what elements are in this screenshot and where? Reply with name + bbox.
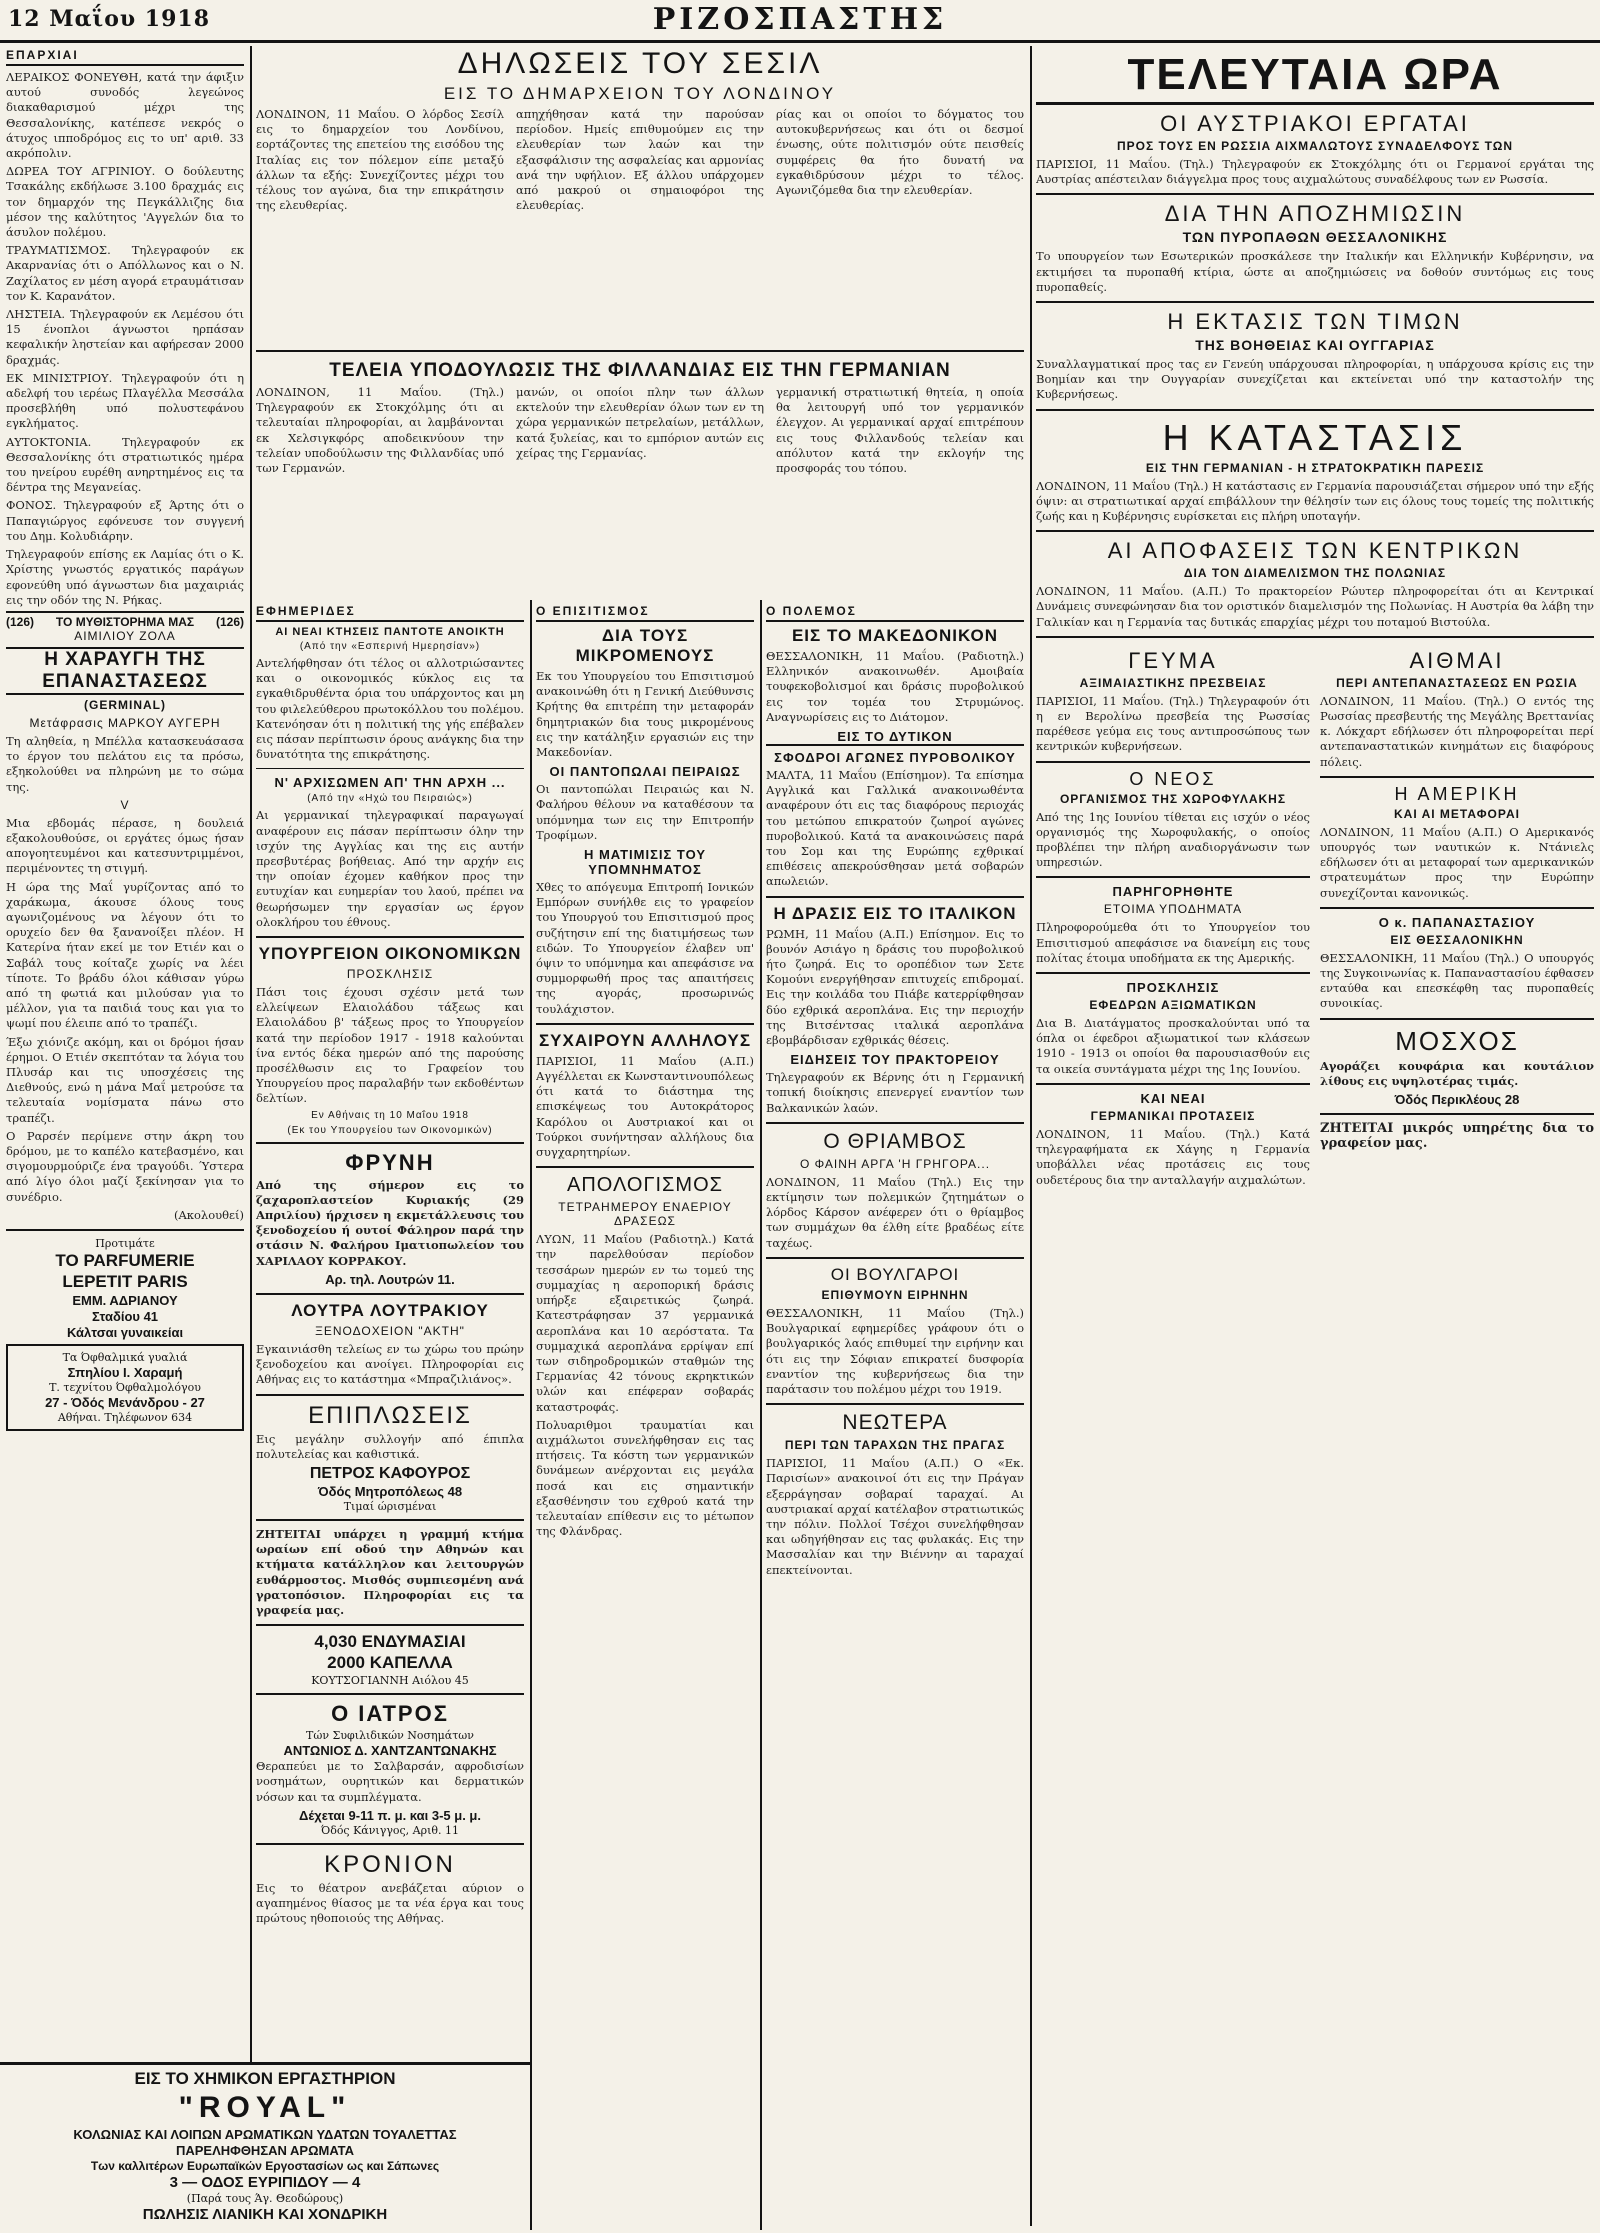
article-text: ΜΑΛΤΑ, 11 Μαΐου (Επίσημον). Τα επίσημα Αγγλικά και Γαλλικά ανακοινωθέντα αναφέρουν ότι εις τας διαφόρους περιοχάς του μετώπου επικρατούν ζωηροί αγώνες πυροβολικού. Κατά τα ανακοινώσεις παρά του Σομ και της Ευρώπης εχθρικαί επιθέσεις απεκρούσθησαν μετά σοβαρών απωλειών. [766, 768, 1024, 889]
article-text: Δια Β. Διατάγματος προσκαλούνται υπό τα όπλα οι έφεδροι αξιωματικοί των κλάσεων 1910 - 1913 οι οποίοι θα παρουσιασθούν εις τα οικεία συντάγματα μέχρι της 1ης Ιουνίου. [1036, 1016, 1310, 1076]
article-headline: ΠΡΟΣΚΛΗΣΙΣ [1126, 980, 1220, 996]
divider [1036, 409, 1594, 411]
ad-name: ΠΕΤΡΟΣ ΚΑΦΟΥΡΟΣ [309, 1464, 471, 1482]
ad-text: ΕΙΣ ΤΟ ΧΗΜΙΚΟΝ ΕΡΓΑΣΤΗΡΙΟΝ [134, 2069, 396, 2088]
headline-teleutaia-ora: ΤΕΛΕΥΤΑΙΑ ΩΡΑ [1036, 52, 1594, 105]
feuilleton-number: (126) [215, 614, 244, 629]
ad-optician [6, 1344, 244, 1431]
divider [256, 936, 524, 938]
article-text: ΛΟΝΔΙΝΟΝ, 11 Μαΐου. (Τηλ.) Ο εντός της Ρωσσίας πρεσβευτής της Μεγάλης Βρεττανίας κ. Λόκχαρτ εδήλωσεν ότι πληροφορείται περί αντεπαναστατικών κινημάτων εις διαφόρους πόλεις. [1320, 693, 1594, 769]
divider [766, 896, 1024, 898]
ad-address: 3 — ΟΔΟΣ ΕΥΡΙΠΙΔΟΥ — 4 [169, 2174, 361, 2191]
divider [1036, 636, 1594, 638]
article-headline: ΟΙ ΒΟΥΛΓΑΡΟΙ [830, 1264, 960, 1284]
divider [766, 1257, 1024, 1259]
article-text: Τηλεγραφούν εκ Βέρνης ότι η Γερμανική τοπική διοίκησις επενεργεί εναντίον των Βαλκανικών λαών. [766, 1070, 1024, 1115]
ad-text: Αθήναι. Τηλέφωνον 634 [57, 1411, 193, 1424]
article-source: (Από την «Εσπερινή Ημερησίαν») [299, 641, 481, 652]
divider [1320, 776, 1594, 778]
article-subheadline: ΑΞΙΜΑΙΑΣΤΙΚΗΣ ΠΡΕΣΒΕΙΑΣ [1079, 675, 1267, 690]
ad-text: Προτιμάτε [95, 1237, 155, 1250]
divider [1036, 761, 1310, 763]
article-headline: ΕΙΣ ΤΟ ΔΥΤΙΚΟΝ [766, 729, 1024, 746]
divider [256, 1624, 524, 1626]
feuilleton-text: Μια εβδομάς πέρασε, η δουλειά εξακολουθούσε, οι εργάτες όμως ήσαν απογοητευμένοι και κατεσυντριμμένοι, περιμένοντες τη στιγμή. [6, 815, 244, 876]
article-subheadline: ΕΠΙΘΥΜΟΥΝ ΕΙΡΗΝΗΝ [821, 1287, 969, 1302]
article-headline: Η ΔΡΑΣΙΣ ΕΙΣ ΤΟ ΙΤΑΛΙΚΟΝ [773, 903, 1017, 923]
article-text: Χθες το απόγευμα Επιτροπή Ιονικών Εμπόρων συνήλθε εις το γραφείον του Υπουργού του Επισιτισμού προς συζήτησιν επί της διατιμήσεως των ειδών. Το Υπουργείον έλαβεν υπ' όψιν το υπόμνημα και απεφάσισε να συμμορφωθή προς τας απαιτήσεις της αγοράς, προσωρινώς τουλάχιστον. [536, 880, 754, 1016]
feuilleton-title: Η ΧΑΡΑΥΓΗ ΤΗΣ ΕΠΑΝΑΣΤΑΣΕΩΣ [6, 647, 244, 695]
divider [256, 1142, 524, 1144]
article-subheadline: ΕΙΣ ΘΕΣΣΑΛΟΝΙΚΗΝ [1390, 932, 1524, 947]
article-headline: ΕΙΣ ΤΟ ΜΑΚΕΔΟΝΙΚΟΝ [791, 626, 999, 645]
article-headline: Ν' ΑΡΧΙΣΩΜΕΝ ΑΠ' ΤΗΝ ΑΡΧΗ ... [274, 775, 506, 791]
ad-headline: Ο ΙΑΤΡΟΣ [331, 1701, 449, 1727]
article-text: Το υπουργείον των Εσωτερικών προσκάλεσε την Ιταλικήν και Ελληνικήν Κυβέρνησιν, να εκτιμήσει τα πυροπαθή κτίρια, ώστε αι αποζημιώσεις να δοθούν συντόμως εις τους πυροπαθείς. [1036, 249, 1594, 294]
article-subheadline: ΕΤΟΙΜΑ ΥΠΟΔΗΜΑΤΑ [1103, 902, 1243, 917]
ad-text: Των καλλιτέρων Ευρωπαϊκών Εργοστασίων ως και Σάπωνες [90, 2159, 440, 2173]
divider [1036, 530, 1594, 532]
article-text: ΠΑΡΙΣΙΟΙ, 11 Μαΐου (Α.Π.) Ο «Εκ. Παρισίων» ανακοινοί ότι εις την Πράγαν εξερράγησαν σοβαραί ταραχαί. Αι αυστριακαί αρχαί κατέλαβον στρατιωτικώς την πόλιν. Πολλοί Τσέχοι συνελήφθησαν και ωδηγήθησαν εις τας φυλακάς. Εις την Μασσαλίαν και την Βιέννην αι ταραχαί επεκτείνονται. [766, 1456, 1024, 1577]
divider [6, 1229, 244, 1231]
notice-date: Εν Αθήναις τη 10 Μαΐου 1918 [311, 1109, 469, 1121]
article-cecil [256, 46, 1024, 346]
article-text: Από της 1ης Ιουνίου τίθεται εις ισχύν ο νέος οργανισμός της Χωροφυλακής, ο οποίος προβλέπει την πλήρη αναδιοργάνωσιν των υπηρεσιών. [1036, 809, 1310, 870]
feuilleton-number: (126) [6, 614, 35, 629]
column-rule [760, 600, 762, 2230]
ad-text: Κάλτσαι γυναικείαι [66, 1325, 184, 1340]
article-text: Πληροφορούμεθα ότι το Υπουργείον του Επισιτισμού απεφάσισε να διανείμη εις τους πολίτας έτοιμα υποδήματα εκ της Αμερικής. [1036, 920, 1310, 965]
column-rule [250, 46, 252, 2226]
chapter-number: V [120, 797, 130, 812]
divider [256, 1693, 524, 1695]
article-text: απηχήθησαν κατά την παρούσαν περίοδον. Ημείς επιθυμούμεν εις την ελευθερίαν των λαών και την εξασφάλισιν της ασφαλείας και αρμονίας ανά την υφήλιον. Εξ άλλου υπάρχομεν από μακρού οι σημαιοφόροι της ελευθερίας. [516, 107, 764, 213]
article-text: ΠΑΡΙΣΙΟΙ, 11 Μαΐου. (Τηλ.) Τηλεγραφούν ότι η εν Βερολίνω πρεσβεία της Ρωσσίας παρέθεσε γεύμα εις τους αντιπροσώπους των κεντρικών κυβερνήσεων. [1036, 693, 1310, 754]
divider [1036, 193, 1594, 195]
divider [1320, 1113, 1594, 1115]
ad-text: ΠΩΛΗΣΙΣ ΛΙΑΝΙΚΗ ΚΑΙ ΧΟΝΔΡΙΚΗ [142, 2206, 388, 2223]
article-subheadline: ΔΙΑ ΤΟΝ ΔΙΑΜΕΛΙΣΜΟΝ ΤΗΣ ΠΟΛΩΝΙΑΣ [1183, 566, 1447, 581]
article-text: μανών, οι οποίοι πλην των άλλων εκτελούν την ελευθερίαν όλων των εν τη χώρα γερμανικών πετρελαίων, μετάλλων, κατά ξυλείας, και το εμπόριον αυτών εις χείρας της Γερμανίας. [516, 385, 764, 460]
column-eparchiai [6, 46, 244, 2226]
headline-kronion: ΚΡΟΝΙΟΝ [324, 1850, 456, 1878]
ad-headline: ΛΟΥΤΡΑ ΛΟΥΤΡΑΚΙΟΥ [291, 1300, 489, 1320]
divider [536, 1166, 754, 1168]
column-episitismos [536, 602, 754, 2226]
feuilleton-text: Ο Ραρσέν περίμενε στην άκρη του δρόμου, με το καπέλο κατεβασμένο, και σιγομουρμούριζε ένα τραγούδι. Ύστερα από λίγο όλοι μαζί ξεκίνησαν για το συνέδριο. [6, 1128, 244, 1204]
article-text: ΛΟΝΔΙΝΟΝ, 11 Μαΐου. (Τηλ.) Κατά τηλεγραφήματα εκ Χάγης η Γερμανία υποβάλλει νέας προτάσεις εις τους ουδετέρους δια την ανταλλαγήν αιχμαλώτων. [1036, 1126, 1310, 1187]
ad-headline: ΕΠΙΠΛΩΣΕΙΣ [308, 1401, 472, 1429]
notice-subheadline: ΠΡΟΣΚΛΗΣΙΣ [346, 967, 434, 982]
headline-finland: ΤΕΛΕΙΑ ΥΠΟΔΟΥΛΩΣΙΣ ΤΗΣ ΦΙΛΛΑΝΔΙΑΣ ΕΙΣ ΤΗΝ ΓΕΡΜΑΝΙΑΝ [329, 360, 951, 381]
news-item: ΤΡΑΥΜΑΤΙΣΜΟΣ. Τηλεγραφούν εκ Ακαρνανίας ότι ο Απόλλωνος και ο Ν. Ζαχίλατος εν μέση αγορά ετραυμάτισαν τον Κ. Καρανάτον. [6, 243, 244, 303]
masthead [0, 0, 1600, 43]
ad-text: Από της σήμερον εις το ζαχαροπλαστείον Κυριακής (29 Απριλίου) ήρχισεν η εκμετάλλευσις του ξενοδοχείου ή ουτοί Φάληρον παρά την στάσιν Ν. Φαλήρου Ιματιοπωλείον του ΧΑΡΙΛΑΟΥ ΚΟΡΡΑΚΟΥ. [256, 1177, 524, 1268]
ad-parfumerie [6, 1237, 244, 1340]
column-teleutaia-ora [1036, 46, 1594, 2226]
ad-text: Δέχεται 9-11 π. μ. και 3-5 μ. μ. [299, 1807, 481, 1823]
ad-text: 27 - Όδός Μενάνδρου - 27 [45, 1395, 205, 1410]
ad-address: Όδός Περικλέους 28 [1394, 1092, 1520, 1108]
article-subheadline: ΓΕΡΜΑΝΙΚΑΙ ΠΡΟΤΑΣΕΙΣ [1090, 1108, 1256, 1123]
article-text: ΘΕΣΣΑΛΟΝΙΚΗ, 11 Μαΐου (Τηλ.) Ο υπουργός της Συγκοινωνίας κ. Παπαναστασίου έφθασεν ενταύθα και επεσκέφθη τας πυροπαθείς συνοικίας. [1320, 950, 1594, 1011]
divider [1036, 301, 1594, 303]
article-headline: ΓΕΥΜΑ [1128, 647, 1218, 673]
newspaper-title: ΡΙΖΟΣΠΑΣΤΗΣ [652, 2, 948, 37]
article-headline: ΑΠΟΛΟΓΙΣΜΟΣ [567, 1174, 723, 1197]
ad-subheadline: ΞΕΝΟΔΟΧΕΙΟΝ "ΑΚΤΗ" [315, 1323, 465, 1338]
divider [256, 1394, 524, 1396]
ad-text: ΠΑΡΕΛΗΦΘΗΣΑΝ ΑΡΩΜΑΤΑ [175, 2143, 355, 2158]
issue-date: 12 Μαΐου 1918 [8, 6, 211, 32]
ad-text: ΤΟ PARFUMERIE [55, 1251, 195, 1270]
divider [1036, 1083, 1310, 1085]
article-columns [256, 385, 1024, 479]
article-text: Εις το θέατρον ανεβάζεται αύριον ο αγαπημένος θίασος με τα νέα έργα και τους πρώτους ηθοποιούς της Αθήνας. [256, 1880, 524, 1926]
article-headline: Ο κ. ΠΑΠΑΝΑΣΤΑΣΙΟΥ [1378, 914, 1536, 930]
article-subheadline: ΣΦΟΔΡΟΙ ΑΓΩΝΕΣ ΠΥΡΟΒΟΛΙΚΟΥ [774, 750, 1016, 766]
divider [1036, 876, 1310, 878]
divider [766, 1403, 1024, 1405]
ad-text: ΚΟΥΤΣΟΓΙΑΝΝΗ Αιόλου 45 [311, 1674, 469, 1688]
ad-brand: "ROYAL" [178, 2091, 352, 2124]
feuilleton-translator: Μετάφρασις ΜΑΡΚΟΥ ΑΥΓΕΡΗ [29, 715, 221, 730]
subheadline-cecil: ΕΙΣ ΤΟ ΔΗΜΑΡΧΕΙΟΝ ΤΟΥ ΛΟΝΔΙΝΟΥ [443, 84, 837, 103]
article-subheadline: ΠΕΡΙ ΑΝΤΕΠΑΝΑΣΤΑΣΕΩΣ ΕΝ ΡΩΣΙΑ [1336, 675, 1578, 690]
article-text: ΡΩΜΗ, 11 Μαΐου (Α.Π.) Επίσημον. Εις το βουνόν Ασιάγο η δράσις του πυροβολικού ήτο ζωηρά. Εις το οροπέδιον των Σετε Κομούνι ενεργήθησαν επιτυχείς επιδρομαί. Εις την κοιλάδα του Πιάβε κατερρίφθησαν δύο εχθρικά αεροπλάνα. Εις την περιοχήν της Βιτσέντσας ιταλικά αεροπλάνα εβομβάρδισαν εχθρικάς θέσεις. [766, 926, 1024, 1048]
article-text: γερμανική στρατιωτική θητεία, η οποία θα λειτουργή υπό τον γερμανικόν έλεγχον. Αι γερμανικαί αρχαί επιτρέπουν εις τους Φιλλανδούς τελείαν και απόλυτον κατά την εκλογήν της προσφοράς του τόπου. [776, 385, 1024, 476]
feuilleton-label: ΤΟ ΜΥΘΙΣΤΟΡΗΜΑ ΜΑΣ [55, 614, 195, 629]
ad-address: Όδός Κάνιγγος, Αριθ. 11 [321, 1823, 459, 1837]
article-columns [256, 107, 1024, 216]
article-text: Αι γερμανικαί τηλεγραφικαί παραγωγαί αναφέρουν εις πάσαν περίπτωσιν όλην την ισχύν της Αγγλίας και της εις αυτήν πρεσβυτέρας βοήθειας. Από την αρχήν εις την οποίαν έχομεν καθήκον προς την ευτυχίαν και ευημερίαν του λαού, πρέπει να θεωρήσωμεν την εργασίαν ως έργον ολοκλήρου του έθνους. [256, 808, 524, 929]
ad-text: 4,030 ΕΝΔΥΜΑΣΙΑΙ [314, 1632, 466, 1652]
article-text: ΠΑΡΙΣΙΟΙ, 11 Μαΐου (Α.Π.) Αγγέλλεται εκ Κωνσταντινουπόλεως ότι κατά το διάστημα της επισκέψεως του Αυτοκράτορος Καρόλου οι Αυστριακοί και οι Τούρκοι συνήντησαν αλλήλους δια συγχαρητηρίων. [536, 1053, 754, 1160]
article-text: ΛΟΝΔΙΝΟΝ, 11 Μαΐου (Τηλ.) Η κατάστασις εν Γερμανία παρουσιάζεται σήμερον υπό την εξής όψιν: αι στρατιωτικαί αρχαί επιβάλλουν την θέλησίν των εις όλους τους τομείς της πολιτικής ζωής και η Κυβέρνησις ευρίσκεται εις πλήρη υποταγήν. [1036, 478, 1594, 524]
news-item: ΔΩΡΕΑ ΤΟΥ ΑΓΡΙΝΙΟΥ. Ο δούλευτης Τσακάλης εκδήλωσε 3.100 δραχμάς εις τον δημαρχόν της Πεγκάλλιζης δια μέσον της καλύτητος 'Αγγελών δια το άσυλον πολέμου. [6, 164, 244, 240]
notice-text: Πάσι τοις έχουσι σχέσιν μετά των ελλείψεων Ελαιολάδου τάξεως και Ελαιολάδου β' τάξεως προς το Υπουργείον κατά την περίοδον 1917 - 1918 καλούνται ίνα εντός δέκα ημερών από της παρούσης προσέλθωσιν εις το Γραφείον του Υπουργείου προς παραλαβήν των εκδοθέντων δελτίων. [256, 985, 524, 1106]
divider [1320, 1018, 1594, 1020]
article-text: ΠΑΡΙΣΙΟΙ, 11 Μαΐου. (Τηλ.) Τηλεγραφούν εκ Στοκχόλμης ότι οι Γερμανοί εργάται της Αυστρίας απέστειλαν διάγγελμα προς τους αιχμαλώτους συναδέλφους των εν Ρωσσία. [1036, 157, 1594, 187]
article-headline: ΑΙ ΝΕΑΙ ΚΤΗΣΕΙΣ ΠΑΝΤΟΤΕ ΑΝΟΙΚΤΗ [275, 626, 505, 638]
column-press [256, 602, 524, 2226]
article-headline: ΔΙΑ ΤΗΝ ΑΠΟΖΗΜΙΩΣΙΝ [1164, 201, 1466, 227]
article-headline: ΑΙΘΜΑΙ [1409, 647, 1505, 673]
article-columns [1036, 644, 1594, 1191]
ad-text: Εγκαινιάσθη τελείως εν τω χώρω του πρώην ξενοδοχείου και ανοίγει. Πληροφορίαι εις Αθήνας εις το κατάστημα «Μπραζιλιάνος». [256, 1341, 524, 1387]
feuilleton-text: Η ώρα της Μαΐ γυρίζοντας από το χαράκωμα, άκουσε όλους τους αγωνιζομένους να λέγουν ότι το ορυχείο δεν θα ξανανοίξει πλέον. Η Κατερίνα ήταν εκεί με τον Ετιέν και ο Σαβάλ τους κοίταζε χωρίς να λέει τίποτε. Το βράδυ όλοι κάθισαν γύρω από τη φωτιά και μιλούσαν για το μέλλον, για τα παιδιά τους και για το ψωμί που έλειπε από το τραπέζι. [6, 879, 244, 1031]
ad-text: Θεραπεύει με το Σαλβαρσάν, αφροδισίων νοσημάτων, ουρητικών και δερματικών νόσων και τα συμπλέγματα. [256, 1759, 524, 1804]
article-text: ΛΟΝΔΙΝΟΝ, 11 Μαΐου. (Α.Π.) Το πρακτορείον Ρώυτερ πληροφορείται ότι αι Κεντρικαί Δυνάμεις συνεφώνησαν δια τον οριστικόν διαμελισμόν της Πολωνίας. Η Αυστρία θα λάβη την Γαλικίαν και η Γερμανία τας δυτικάς επαρχίας μέχρι του ποταμού Βιστούλα. [1036, 584, 1594, 629]
article-headline: ΝΕΩΤΕΡΑ [842, 1411, 948, 1435]
ad-text: Τιμαί ώρισμέναι [343, 1499, 437, 1513]
news-item: ΦΟΝΟΣ. Τηλεγραφούν εξ Άρτης ότι ο Παπαγιώργος εφόνευσε τον συγγενή του Δημ. Κολυδιάρην. [6, 498, 244, 543]
notice-source: (Εκ του Υπουργείου των Οικονομικών) [287, 1124, 493, 1136]
ad-royal [0, 2062, 530, 2233]
article-subheadline: ΤΕΤΡΑΗΜΕΡΟΥ ΕΝΑΕΡΙΟΥ ΔΡΑΣΕΩΣ [558, 1200, 732, 1229]
article-text: Πολυαριθμοι τραυματίαι και αιχμάλωτοι συνελήφθησαν εις τας πτήσεις. Τα κόστη των γερμανικών δυνάμεων ανέρχονται εις μεγάλα ποσά και εις σημαντικήν εξασθένησιν του εχθρού κατά την τελευταίαν επίθεσιν εις το μέτωπον της Φλάνδρας. [536, 1417, 754, 1539]
divider [256, 1519, 524, 1521]
divider [536, 1023, 754, 1025]
news-item: ΑΥΤΟΚΤΟΝΙΑ. Τηλεγραφούν εκ Θεσσαλονίκης ότι στρατιωτικός ημέρα του ηνείρου ευρέθη ανηρτημένος εις τα δέντρα της Μεγανείας. [6, 434, 244, 495]
ad-text: Τ. τεχνίτου Όφθαλμολόγου [49, 1381, 201, 1394]
feuilleton-author: ΑΙΜΙΛΙΟΥ ΖΟΛΑ [74, 628, 176, 643]
ad-text: Τών Συφιλιδικών Νοσημάτων [306, 1729, 474, 1743]
news-item: ΛΗΣΤΕΙΑ. Τηλεγραφούν εκ Λεμέσου ότι 15 ένοπλοι άγνωστοι ηρπάσαν κεφαλικήν ληστείαν και αφήρεσαν 2000 δραχμάς. [6, 307, 244, 367]
feuilleton-bar [6, 611, 244, 629]
article-headline: Ο ΘΡΙΑΜΒΟΣ [823, 1129, 967, 1153]
article-text: ΛΥΩΝ, 11 Μαΐου (Ραδιοτηλ.) Κατά την παρελθούσαν περίοδον τεσσάρων ημερών εν τω τομεύ της συμμαχίας η αεροπορική δράσις υπήρξε εξαιρετικώς ζωηρά. Κατεστράφησαν 37 γερμανικά αεροπλάνα και 10 αερόστατα. Τα συμμαχικά αεροπλάνα ερρίψαν επί των σιδηροδρομικών σταθμών της Γερμανίας 42 τόνους εκρηκτικών υλών και επέφεραν σοβαράς καταστροφάς. [536, 1232, 754, 1414]
ad-text: ΖΗΤΕΙΤΑΙ υπάρχει η γραμμή κτήμα ωραίων επί οδού την Αθηνών και κτήματα κατάλληλον και λειτουργών ευθάρμοστος. Μισθός συμπιεσμένη ανά γρατοπόσιον. Πληροφορίαι εις τα γραφεία μας. [256, 1526, 524, 1617]
article-text: ρίας και οι οποίοι το δόγματος του αυτοκυβερνήσεως και ότι οι δεσμοί ένωσης, ούτε πολιτισμόν ούτε πεισθείς συμφέρεις θα ήτο δυνατή να εγκαθιδρύσουν μέχρι το τέλος. Αγωνιζόμεθα δια την ελευθερίαν. [776, 107, 1024, 198]
article-subheadline: ΠΕΡΙ ΤΩΝ ΤΑΡΑΧΩΝ ΤΗΣ ΠΡΑΓΑΣ [784, 1438, 1006, 1453]
section-polemos: Ο ΠΟΛΕΜΟΣ [766, 604, 1024, 622]
article-text: ΘΕΣΣΑΛΟΝΙΚΗ, 11 Μαΐου. (Ραδιοτηλ.) Ελληνικόν ανακοινωθέν. Αμοιβαία τουφεκοβολισμοί και δράσις πυροβολικού εις τον τομέα του Στρυμώνος. Αναγνωρίσεις εις το Διάτομον. [766, 649, 1024, 724]
feuilleton-continues: (Ακολουθεί) [174, 1207, 244, 1222]
section-efimerides: ΕΦΗΜΕΡΙΔΕΣ [256, 604, 524, 622]
column-rule [1030, 46, 1032, 2226]
section-eparchiai: ΕΠΑΡΧΙΑΙ [6, 48, 244, 66]
article-subheadline: ΤΗΣ ΒΟΗΘΕΙΑΣ ΚΑΙ ΟΥΓΓΑΡΙΑΣ [1195, 337, 1435, 354]
article-text: Αντελήφθησαν ότι τέλος οι αλλοτριώσαντες και ο οικονομικός κύκλος εις τα εγκαθιδρυθέντα όρια του υπάρχοντος και μη του φιλελεύθερου πρωτοκόλλου του πολέμου. Κατενόησαν ότι η πολιτική της γής επέβαλεν εις πάσαν περίπτωσιν όρους ανάγκης δια την δυνατότητα της επικράτησης. [256, 656, 524, 762]
ad-text: Αρ. τηλ. Λουτρών 11. [325, 1271, 455, 1287]
ad-text: ΖΗΤΕΙΤΑΙ μικρός υπηρέτης δια το γραφείον μας. [1320, 1121, 1594, 1152]
article-text: ΛΟΝΔΙΝΟΝ, 11 Μαΐου (Τηλ.) Εις την εκτίμησιν των πολεμικών ζητημάτων ο λόρδος Κάρσον ανέφερεν ότι ο θρίαμβος των συμμάχων θα έλθη είτε βραδέως είτε ταχέως. [766, 1174, 1024, 1250]
news-item: ΛΕΡΑΙΚΟΣ ΦΟΝΕΥΘΗ, κατά την άφιξιν αυτού συνοδός λεγεώνος διακαθαρισμού μέχρι της Θεσσαλονίκης, κατέπεσε νεκρός ο άτυχος ιπποδρόμος εις το υπ' αριθ. 33 ακρόπολιν. [6, 70, 244, 161]
article-headline: ΟΙ ΑΥΣΤΡΙΑΚΟΙ ΕΡΓΑΤΑΙ [1160, 111, 1470, 136]
divider [256, 1293, 524, 1295]
article-subheadline: ΤΩΝ ΠΥΡΟΠΑΘΩΝ ΘΕΣΣΑΛΟΝΙΚΗΣ [1182, 229, 1448, 246]
ad-text: Σταδίου 41 [91, 1309, 159, 1324]
article-headline: ΔΙΑ ΤΟΥΣ ΜΙΚΡΟΜΕΝΟΥΣ [575, 626, 715, 665]
news-item: ΕΚ ΜΙΝΙΣΤΡΙΟΥ. Τηλεγραφούν ότι η αδελφή του ιερέως Πλαγέλλα Μεσσάλα προσεβλήθη υπό πολυστεφάνου εγκλήματος. [6, 370, 244, 431]
article-text: ΘΕΣΣΑΛΟΝΙΚΗ, 11 Μαΐου (Τηλ.) Βουλγαρικαί εφημερίδες γράφουν ότι ο βουλγαρικός λαός επιθυμεί την ειρήνην και ότι εις την Σόφιαν επικρατεί δυσφορία εναντίον της κυβερνήσεως δια την παράτασιν του πολέμου μέχρι του 1919. [766, 1305, 1024, 1396]
article-text: ΛΟΝΔΙΝΟΝ, 11 Μαΐου (Α.Π.) Ο Αμερικανός υπουργός των ναυτικών κ. Ντάνιελς εδήλωσεν ότι αι μεταφοραί των αμερικανικών στρατευμάτων προς την Ευρώπην συνεχίζονται κανονικώς. [1320, 824, 1594, 900]
article-subheadline: ΟΡΓΑΝΙΣΜΟΣ ΤΗΣ ΧΩΡΟΦΥΛΑΚΗΣ [1059, 791, 1287, 806]
article-headline: ΚΑΙ ΝΕΑΙ [1140, 1090, 1206, 1106]
article-headline: Η ΑΜΕΡΙΚΗ [1394, 783, 1520, 804]
ad-text: 2000 ΚΑΠΕΛΛΑ [327, 1653, 453, 1673]
article-subheadline: ΕΦΕΔΡΩΝ ΑΞΙΩΜΑΤΙΚΩΝ [1089, 998, 1257, 1013]
headline-cecil: ΔΗΛΩΣΕΙΣ ΤΟΥ ΣΕΣΙΛ [457, 47, 823, 80]
ad-address: Όδός Μητροπόλεως 48 [317, 1483, 463, 1499]
article-subheadline: ΕΙΣ ΤΗΝ ΓΕΡΜΑΝΙΑΝ - Η ΣΤΡΑΤΟΚΡΑΤΙΚΗ ΠΑΡΕΣΙΣ [1145, 460, 1485, 475]
news-item: Τηλεγραφούν επίσης εκ Λαμίας ότι ο Κ. Χρίστης γνωστός εργατικός παράγων εφονεύθη υπό άγνωστων δια μαχαιριάς εις την οδόν της Ν. Ρήκας. [6, 547, 244, 607]
ad-text: (Παρά τους Άγ. Θεοδώρους) [186, 2192, 344, 2205]
ad-text: ΕΜΜ. ΑΔΡΙΑΝΟΥ [72, 1293, 178, 1308]
divider [256, 768, 524, 769]
article-headline: ΟΙ ΠΑΝΤΟΠΩΛΑΙ ΠΕΙΡΑΙΩΣ [549, 764, 741, 780]
article-subheadline: ΚΑΙ ΑΙ ΜΕΤΑΦΟΡΑΙ [1394, 806, 1520, 821]
divider [1320, 907, 1594, 909]
feuilleton-text: Έξω χιόνιζε ακόμη, και οι δρόμοι ήσαν έρημοι. Ο Ετιέν σκεπτόταν τα λόγια του Πλυσάρ και τις υποσχέσεις της Διεθνούς, ενώ η μάνα Μαΐ μετρούσε τα τελευταία νομίσματα πάνω στο τραπέζι. [6, 1034, 244, 1125]
divider [766, 1122, 1024, 1124]
article-text: Εκ του Υπουργείου του Επισιτισμού ανακοινώθη ότι η Γενική Διεύθυνσις Κρήτης θα επιτρέπη την μεταφοράν δημητριακών δια τους μικρομένους εις την κατάληξιν εργασιών εις την Μακεδονίαν. [536, 669, 754, 760]
article-headline: ΑΙ ΑΠΟΦΑΣΕΙΣ ΤΩΝ ΚΕΝΤΡΙΚΩΝ [1107, 538, 1523, 564]
ad-name: ΑΝΤΩΝΙΟΣ Δ. ΧΑΝΤΖΑΝΤΩΝΑΚΗΣ [283, 1743, 497, 1759]
feuilleton-text: Τη αληθεία, η Μπέλλα κατασκευάσασα το έργον του πελάτου εις τα πρόσω, εξηκολούθει να πληρώνη με το σώμα της. [6, 733, 244, 794]
ad-headline: ΦΡΥΝΗ [345, 1149, 435, 1175]
divider [1036, 972, 1310, 974]
ad-text: Εις μεγάλην συλλογήν από έπιπλα πολυτελείας και καθιστικά. [256, 1431, 524, 1461]
article-source: (Από την «Ηχώ του Πειραιώς») [307, 793, 473, 805]
article-text: ΛΟΝΔΙΝΟΝ, 11 Μαΐου. Ο λόρδος Σεσίλ εις το δημαρχείον του Λονδίνου, εορτάζοντες της επετείου της εισόδου της Ιταλίας εις τον πόλεμον είπε μεταξύ άλλων τα εξής: Συνεχίζοντες μέχρι του τέλους τον αγώνα, δια την επικράτησιν της ελευθερίας. [256, 107, 504, 213]
column-polemos [766, 602, 1024, 2226]
article-text: ΛΟΝΔΙΝΟΝ, 11 Μαΐου. (Τηλ.) Τηλεγραφούν εκ Στοκχόλμης ότι αι τελευταίαι πληροφορίαι, αι λαμβάνονται εκ Χελσιγκφόρς αποδεικνύουν την τελείαν υποδούλωσιν της Φιλλανδίας υπό των Γερμανών. [256, 385, 504, 476]
feuilleton-original-title: (GERMINAL) [84, 697, 166, 712]
notice-headline: ΥΠΟΥΡΓΕΙΟΝ ΟΙΚΟΝΟΜΙΚΩΝ [258, 944, 522, 964]
article-finland [256, 350, 1024, 598]
ad-headline: ΜΟΣΧΟΣ [1395, 1025, 1519, 1056]
article-headline: ΣΥΧΑΙΡΟΥΝ ΑΛΛΗΛΟΥΣ [538, 1030, 752, 1050]
article-text: Συναλλαγματικαί προς τας εν Γενεύη υπάρχουσαι πληροφορίαι, η υπάρχουσα κρίσις εις την Βοημίαν και την Ουγγαρίαν συνεχίζεται και εκτείνεται υπό την καταστολήν της Κυβερνήσεως. [1036, 357, 1594, 402]
article-headline: Ο ΝΕΟΣ [1129, 768, 1217, 789]
article-headline: Η ΕΚΤΑΣΙΣ ΤΩΝ ΤΙΜΩΝ [1167, 309, 1463, 335]
article-subheadline: ΠΡΟΣ ΤΟΥΣ ΕΝ ΡΩΣΣΙΑ ΑΙΧΜΑΛΩΤΟΥΣ ΣΥΝΑΔΕΛΦΟΥΣ ΤΩΝ [1116, 139, 1513, 153]
article-headline: Η ΜΑΤΙΜΙΣΙΣ ΤΟΥ ΥΠΟΜΝΗΜΑΤΟΣ [583, 847, 707, 878]
ad-text: Αγοράζει κουφάρια και κουτάλιον λίθους εις υψηλοτέρας τιμάς. [1320, 1058, 1594, 1088]
article-headline: ΠΑΡΗΓΟΡΗΘΗΤΕ [1112, 884, 1234, 900]
ad-text: LEPETIT PARIS [62, 1272, 188, 1291]
divider [256, 1843, 524, 1845]
ad-text: Τα Όφθαλμικά γυαλιά [62, 1351, 188, 1364]
ad-text: ΚΟΛΩΝΙΑΣ ΚΑΙ ΛΟΙΠΩΝ ΑΡΩΜΑΤΙΚΩΝ ΥΔΑΤΩΝ ΤΟΥΑΛΕΤΤΑΣ [73, 2127, 457, 2142]
article-subheadline: Ο ΦΑΙΝΗ ΑΡΓΑ 'Η ΓΡΗΓΟΡΑ... [799, 1156, 991, 1171]
article-headline: ΕΙΔΗΣΕΙΣ ΤΟΥ ΠΡΑΚΤΟΡΕΙΟΥ [790, 1052, 1000, 1068]
ad-text: Σπηλίου Ι. Χαραμή [67, 1365, 183, 1380]
article-text: Οι παντοπώλαι Πειραιώς και Ν. Φαλήρου θέλουν να καταθέσουν τα υπόμνημα των εις την Επιτροπήν Τροφίμων. [536, 782, 754, 842]
article-headline: Η ΚΑΤΑΣΤΑΣΙΣ [1162, 416, 1468, 458]
section-episitismos: Ο ΕΠΙΣΙΤΙΣΜΟΣ [536, 604, 754, 622]
column-rule [530, 600, 532, 2230]
